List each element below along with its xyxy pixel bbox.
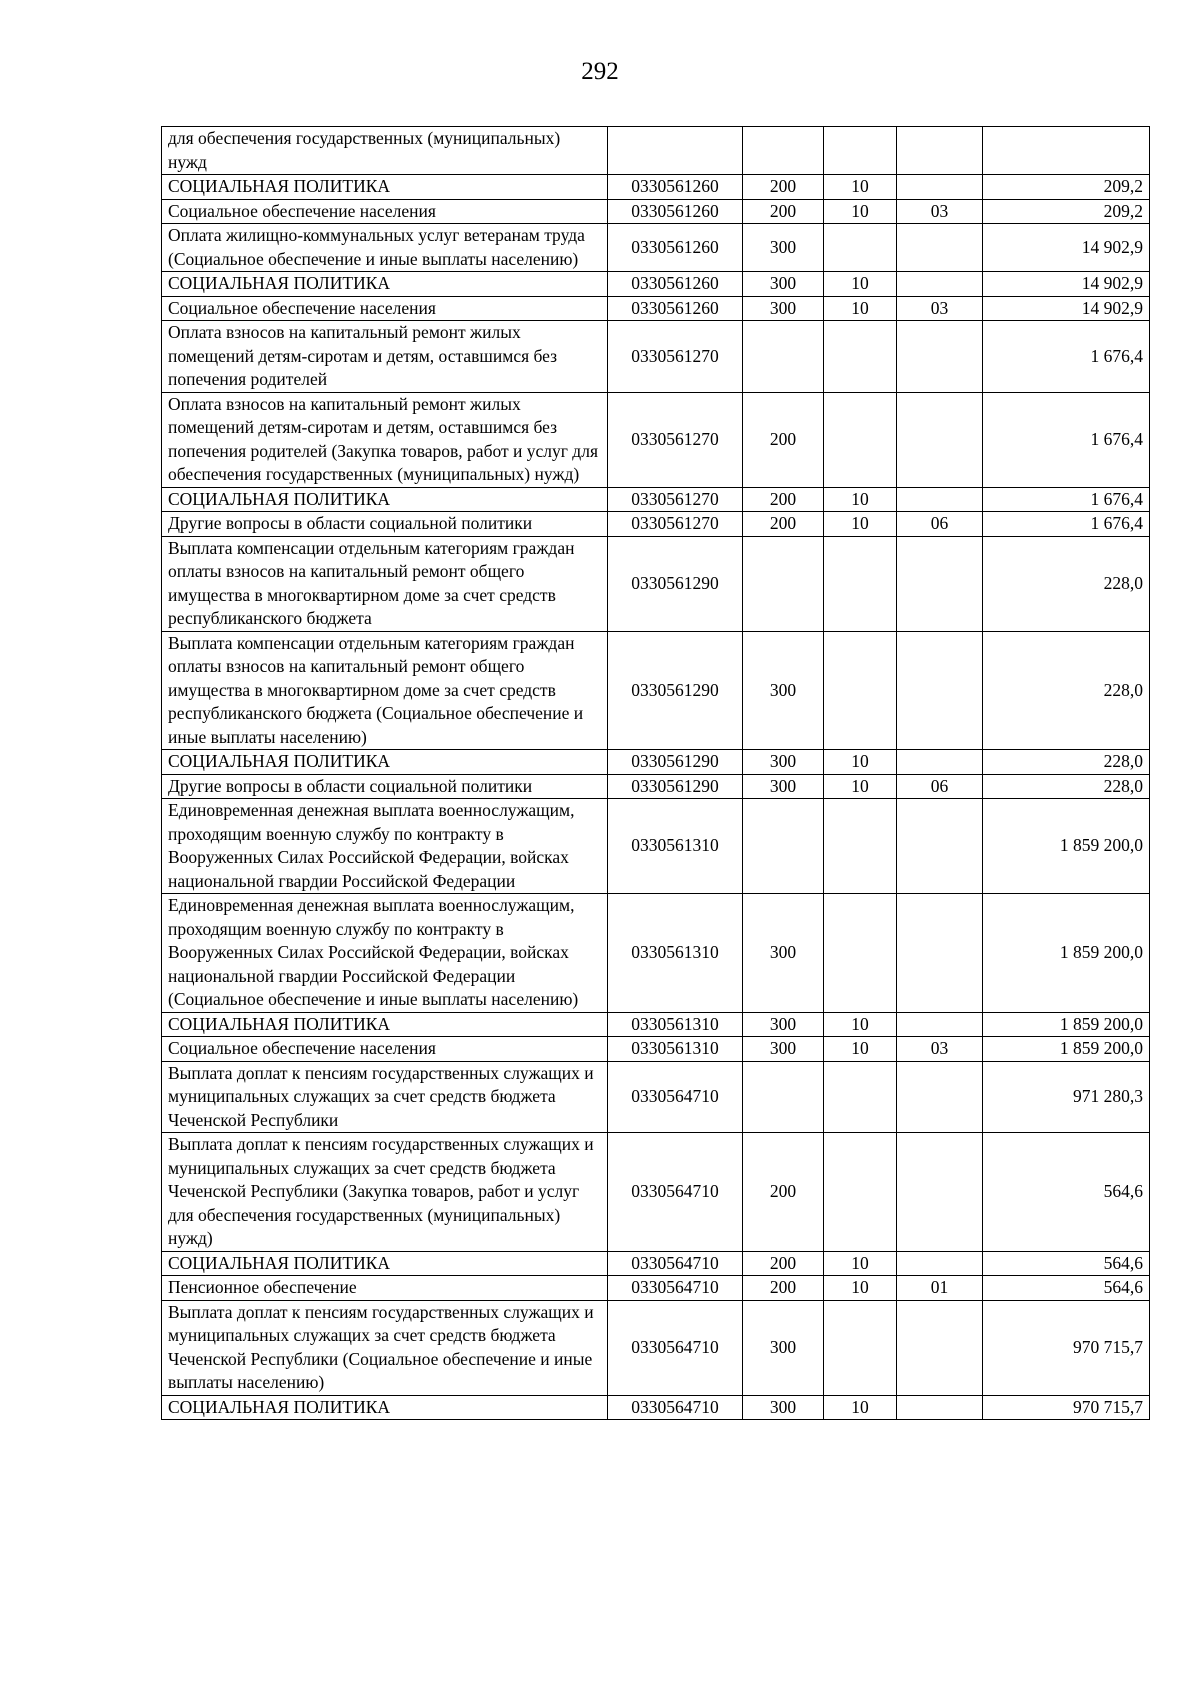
row-name-cell: Выплата доплат к пенсиям государственных служащих и муниципальных служащих за счет средств бюджета Чеченской Республики (Закупка товаров, работ и услуг для обеспечения государственных (муниципальных) нужд) [162,1133,608,1252]
row-section-cell [824,536,897,631]
row-subsection-cell [897,175,983,200]
row-name-cell: Выплата доплат к пенсиям государственных служащих и муниципальных служащих за счет средств бюджета Чеченской Республики (Социальное обеспечение и иные выплаты населению) [162,1300,608,1395]
row-expense-type-cell [743,1061,824,1133]
row-subsection-cell [897,1395,983,1420]
row-subsection-cell [897,272,983,297]
row-subsection-cell [897,750,983,775]
row-code-cell [608,127,743,175]
table-row [162,1133,1150,1252]
row-section-cell: 10 [824,1251,897,1276]
row-expense-type-cell [743,127,824,175]
row-subsection-cell [897,1012,983,1037]
row-subsection-cell: 06 [897,512,983,537]
row-subsection-cell [897,321,983,393]
table-row [162,175,1150,200]
row-section-cell [824,321,897,393]
row-section-cell: 10 [824,512,897,537]
row-amount-cell: 228,0 [983,750,1150,775]
row-amount-cell: 1 676,4 [983,487,1150,512]
table-row [162,296,1150,321]
table-row [162,1276,1150,1301]
table-row [162,487,1150,512]
row-code-cell: 0330561260 [608,224,743,272]
row-code-cell: 0330561270 [608,321,743,393]
table-row [162,894,1150,1013]
row-amount-cell: 970 715,7 [983,1395,1150,1420]
row-expense-type-cell: 300 [743,750,824,775]
row-expense-type-cell: 300 [743,631,824,750]
table-row [162,1251,1150,1276]
row-subsection-cell [897,392,983,487]
row-section-cell: 10 [824,487,897,512]
row-code-cell: 0330564710 [608,1276,743,1301]
table-row [162,631,1150,750]
row-subsection-cell [897,631,983,750]
row-subsection-cell: 03 [897,296,983,321]
row-subsection-cell: 01 [897,1276,983,1301]
row-subsection-cell [897,1061,983,1133]
row-expense-type-cell: 300 [743,774,824,799]
row-name-cell: для обеспечения государственных (муниципальных) нужд [162,127,608,175]
row-name-cell: Выплата доплат к пенсиям государственных служащих и муниципальных служащих за счет средств бюджета Чеченской Республики [162,1061,608,1133]
row-code-cell: 0330561310 [608,799,743,894]
row-code-cell: 0330561270 [608,392,743,487]
row-amount-cell: 564,6 [983,1251,1150,1276]
row-subsection-cell [897,894,983,1013]
row-expense-type-cell: 200 [743,1133,824,1252]
row-expense-type-cell: 200 [743,487,824,512]
row-amount-cell: 14 902,9 [983,272,1150,297]
row-amount-cell: 228,0 [983,631,1150,750]
row-amount-cell: 564,6 [983,1276,1150,1301]
row-section-cell: 10 [824,1037,897,1062]
row-name-cell: СОЦИАЛЬНАЯ ПОЛИТИКА [162,272,608,297]
row-amount-cell: 971 280,3 [983,1061,1150,1133]
row-name-cell: Социальное обеспечение населения [162,199,608,224]
row-code-cell: 0330561260 [608,296,743,321]
row-expense-type-cell: 200 [743,1251,824,1276]
row-code-cell: 0330561310 [608,1012,743,1037]
row-code-cell: 0330561290 [608,536,743,631]
row-section-cell [824,224,897,272]
row-subsection-cell [897,1133,983,1252]
row-expense-type-cell: 200 [743,175,824,200]
row-amount-cell: 14 902,9 [983,296,1150,321]
row-code-cell: 0330561290 [608,631,743,750]
row-expense-type-cell [743,321,824,393]
row-name-cell: СОЦИАЛЬНАЯ ПОЛИТИКА [162,1251,608,1276]
row-code-cell: 0330564710 [608,1061,743,1133]
row-subsection-cell [897,224,983,272]
row-name-cell: Выплата компенсации отдельным категориям граждан оплаты взносов на капитальный ремонт общего имущества в многоквартирном доме за счет средств республиканского бюджета (Социальное обеспечение и иные выплаты населению) [162,631,608,750]
row-subsection-cell: 03 [897,1037,983,1062]
table-row [162,392,1150,487]
row-name-cell: Единовременная денежная выплата военнослужащим, проходящим военную службу по контракту в Вооруженных Силах Российской Федерации, войсках национальной гвардии Российской Федерации (Социальное обеспечение и иные выплаты населению) [162,894,608,1013]
page-number: 292 [581,58,619,85]
table-body [162,127,1150,1420]
row-code-cell: 0330561290 [608,750,743,775]
table-row [162,750,1150,775]
row-name-cell: СОЦИАЛЬНАЯ ПОЛИТИКА [162,487,608,512]
table-row [162,321,1150,393]
row-name-cell: Социальное обеспечение населения [162,296,608,321]
row-code-cell: 0330561270 [608,487,743,512]
row-name-cell: СОЦИАЛЬНАЯ ПОЛИТИКА [162,1012,608,1037]
row-section-cell: 10 [824,1012,897,1037]
row-name-cell: Другие вопросы в области социальной политики [162,774,608,799]
row-name-cell: Другие вопросы в области социальной политики [162,512,608,537]
row-name-cell: Пенсионное обеспечение [162,1276,608,1301]
table-row [162,127,1150,175]
table-row [162,799,1150,894]
row-expense-type-cell: 300 [743,1395,824,1420]
row-section-cell: 10 [824,1395,897,1420]
row-subsection-cell [897,487,983,512]
row-amount-cell: 970 715,7 [983,1300,1150,1395]
row-subsection-cell [897,127,983,175]
row-subsection-cell [897,536,983,631]
row-amount-cell: 1 859 200,0 [983,1037,1150,1062]
row-expense-type-cell: 300 [743,1012,824,1037]
row-section-cell: 10 [824,774,897,799]
row-expense-type-cell: 200 [743,512,824,537]
row-subsection-cell [897,1300,983,1395]
row-section-cell: 10 [824,175,897,200]
row-name-cell: Выплата компенсации отдельным категориям граждан оплаты взносов на капитальный ремонт общего имущества в многоквартирном доме за счет средств республиканского бюджета [162,536,608,631]
row-expense-type-cell: 200 [743,392,824,487]
row-code-cell: 0330564710 [608,1251,743,1276]
row-section-cell [824,392,897,487]
row-section-cell: 10 [824,296,897,321]
row-code-cell: 0330561260 [608,272,743,297]
row-amount-cell: 1 859 200,0 [983,1012,1150,1037]
row-expense-type-cell [743,536,824,631]
row-section-cell [824,631,897,750]
row-name-cell: Оплата взносов на капитальный ремонт жилых помещений детям-сиротам и детям, оставшимся без попечения родителей (Закупка товаров, работ и услуг для обеспечения государственных (муниципальных) нужд) [162,392,608,487]
table-row [162,1300,1150,1395]
row-code-cell: 0330561260 [608,175,743,200]
row-amount-cell: 1 676,4 [983,392,1150,487]
row-amount-cell: 14 902,9 [983,224,1150,272]
row-code-cell: 0330561270 [608,512,743,537]
row-name-cell: СОЦИАЛЬНАЯ ПОЛИТИКА [162,175,608,200]
table-row [162,199,1150,224]
table-row [162,1012,1150,1037]
row-section-cell [824,1300,897,1395]
row-expense-type-cell: 300 [743,894,824,1013]
table-row [162,774,1150,799]
row-expense-type-cell: 300 [743,1300,824,1395]
row-section-cell [824,799,897,894]
row-amount-cell: 1 859 200,0 [983,894,1150,1013]
row-subsection-cell: 03 [897,199,983,224]
row-amount-cell: 1 676,4 [983,512,1150,537]
row-section-cell: 10 [824,1276,897,1301]
row-code-cell: 0330564710 [608,1300,743,1395]
row-section-cell: 10 [824,750,897,775]
row-name-cell: Единовременная денежная выплата военнослужащим, проходящим военную службу по контракту в Вооруженных Силах Российской Федерации, войсках национальной гвардии Российской Федерации [162,799,608,894]
row-section-cell: 10 [824,199,897,224]
row-name-cell: СОЦИАЛЬНАЯ ПОЛИТИКА [162,750,608,775]
row-name-cell: Социальное обеспечение населения [162,1037,608,1062]
table-row [162,1395,1150,1420]
row-expense-type-cell: 300 [743,296,824,321]
row-code-cell: 0330564710 [608,1395,743,1420]
row-amount-cell [983,127,1150,175]
table-row [162,1037,1150,1062]
row-code-cell: 0330564710 [608,1133,743,1252]
row-expense-type-cell: 300 [743,272,824,297]
row-code-cell: 0330561310 [608,1037,743,1062]
row-expense-type-cell: 300 [743,224,824,272]
table-row [162,536,1150,631]
row-amount-cell: 209,2 [983,199,1150,224]
row-amount-cell: 1 676,4 [983,321,1150,393]
row-section-cell: 10 [824,272,897,297]
budget-table [161,126,1150,1420]
row-subsection-cell: 06 [897,774,983,799]
row-expense-type-cell: 200 [743,1276,824,1301]
row-amount-cell: 228,0 [983,774,1150,799]
row-expense-type-cell: 200 [743,199,824,224]
row-subsection-cell [897,799,983,894]
row-expense-type-cell [743,799,824,894]
row-subsection-cell [897,1251,983,1276]
table-row [162,224,1150,272]
row-amount-cell: 209,2 [983,175,1150,200]
row-section-cell [824,1133,897,1252]
row-amount-cell: 1 859 200,0 [983,799,1150,894]
row-amount-cell: 564,6 [983,1133,1150,1252]
row-section-cell [824,127,897,175]
row-section-cell [824,894,897,1013]
table-row [162,272,1150,297]
row-name-cell: Оплата взносов на капитальный ремонт жилых помещений детям-сиротам и детям, оставшимся без попечения родителей [162,321,608,393]
row-code-cell: 0330561290 [608,774,743,799]
row-name-cell: Оплата жилищно-коммунальных услуг ветеранам труда (Социальное обеспечение и иные выплаты населению) [162,224,608,272]
table-row [162,1061,1150,1133]
row-name-cell: СОЦИАЛЬНАЯ ПОЛИТИКА [162,1395,608,1420]
row-section-cell [824,1061,897,1133]
row-expense-type-cell: 300 [743,1037,824,1062]
table-row [162,512,1150,537]
row-code-cell: 0330561260 [608,199,743,224]
row-code-cell: 0330561310 [608,894,743,1013]
row-amount-cell: 228,0 [983,536,1150,631]
